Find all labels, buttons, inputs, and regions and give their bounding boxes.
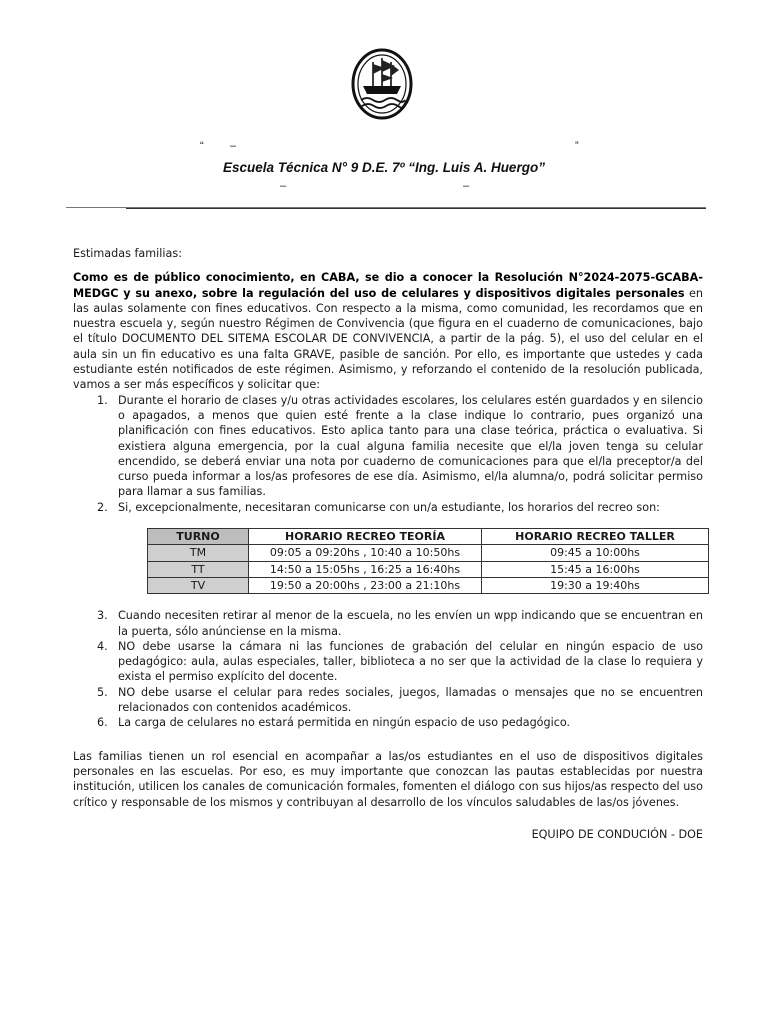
intro-paragraph [73, 270, 703, 392]
intro-text: en las aulas solamente con fines educativos. Con respecto a la misma, como comunidad, les recordamos que en nuestra escuela y, según nuestro Régimen de Convivencia (que figura en el cuaderno de comunicaciones, bajo el título DOCUMENTO DEL SITEMA ESCOLAR DE CONVIVENCIA, a partir de la pág. 5), el uso del celular en el aula sin un fin educativo es una falta GRAVE, pasible de sanción. Por ello, es importante que ustedes y cada estudiante estén notificados de este régimen. Asimismo, y reforzando el contenido de la resolución publicada, vamos a ser más específicos y solicitar que: [73, 286, 704, 392]
table-row: TT 14:50 a 15:05hs , 16:25 a 16:40hs 15:45 a 16:00hs [148, 561, 709, 577]
letter-body [73, 246, 703, 842]
request-list-continued [73, 608, 703, 730]
header-dash-top: – [230, 140, 237, 152]
header-divider-bold [126, 208, 706, 209]
request-list [73, 393, 703, 515]
header-taller: HORARIO RECREO TALLER [482, 529, 709, 545]
list-item: 3. Cuando necesiten retirar al menor de la escuela, no les envíen un wpp indicando que se encuentran en la puerta, sólo anúnciense en la misma. [97, 609, 703, 638]
header-quote-open: “ [200, 140, 204, 152]
list-item: 2. Si, excepcionalmente, necesitaran comunicarse con un/a estudiante, los horarios del recreo son: [97, 500, 660, 514]
table-row: TM 09:05 a 09:20hs , 10:40 a 10:50hs 09:45 a 10:00hs [148, 545, 709, 561]
school-name: Escuela Técnica N° 9 D.E. 7º “Ing. Luis A. Huergo” [223, 160, 545, 175]
school-seal [351, 48, 413, 120]
header-turno: TURNO [148, 529, 249, 545]
table-header-row [148, 529, 709, 545]
table-row: TV 19:50 a 20:00hs , 23:00 a 21:10hs 19:30 a 19:40hs [148, 577, 709, 593]
recess-schedule-table [147, 528, 709, 594]
greeting: Estimadas familias: [73, 247, 182, 260]
list-item: 6. La carga de celulares no estará permitida en ningún espacio de uso pedagógico. [97, 716, 571, 730]
closing-paragraph: Las familias tienen un rol esencial en acompañar a las/os estudiantes en el uso de dispositivos digitales personales en las escuelas. Por eso, es muy importante que conozcan las pautas establecidas por nuestra institución, utilicen los canales de comunicación formales, fomenten el diálogo con sus hijos/as respecto del uso crítico y responsable de los mismos y contribuyan al desarrollo de los vínculos saludables de las/os jóvenes. [73, 749, 703, 809]
intro-highlight: Como es de público conocimiento, en CABA, se dio a conocer la Resolución N°2024-2075-GCABA-MEDGC y su anexo, sobre la regulación del uso de celulares y dispositivos digitales personales [73, 271, 703, 300]
signature: EQUIPO DE CONDUCIÓN - DOE [531, 827, 703, 841]
header-teoria: HORARIO RECREO TEORÍA [249, 529, 482, 545]
header-dash-left: – [280, 180, 287, 192]
list-item: 1. Durante el horario de clases y/u otras actividades escolares, los celulares estén guardados y en silencio o apagados, a menos que quien esté frente a la clase indique lo contrario, pues organizó una planificación con fines educativos. Esto aplica tanto para una clase teórica, práctica o evaluativa. Si existiera alguna emergencia, por la cual alguna familia necesite que el/la joven tenga su celular encendido, se deberá enviar una nota por cuaderno de comunicaciones para que el/la preceptor/a del curso pueda informar a los/as profesores de ese día. Asimismo, el/la alumna/o, podrá solicitar permiso para llamar a sus familias. [97, 393, 703, 499]
header-dash-right: – [463, 180, 470, 192]
header-quote-close: ” [575, 140, 579, 152]
list-item: 4. NO debe usarse la cámara ni las funciones de grabación del celular en ningún espacio de uso pedagógico: aula, aulas especiales, taller, biblioteca a no ser que la actividad de la clase lo requiera y exista el permiso explícito del docente. [97, 639, 703, 684]
list-item: 5. NO debe usarse el celular para redes sociales, juegos, llamadas o mensajes que no se encuentren relacionados con contenidos académicos. [97, 685, 703, 715]
